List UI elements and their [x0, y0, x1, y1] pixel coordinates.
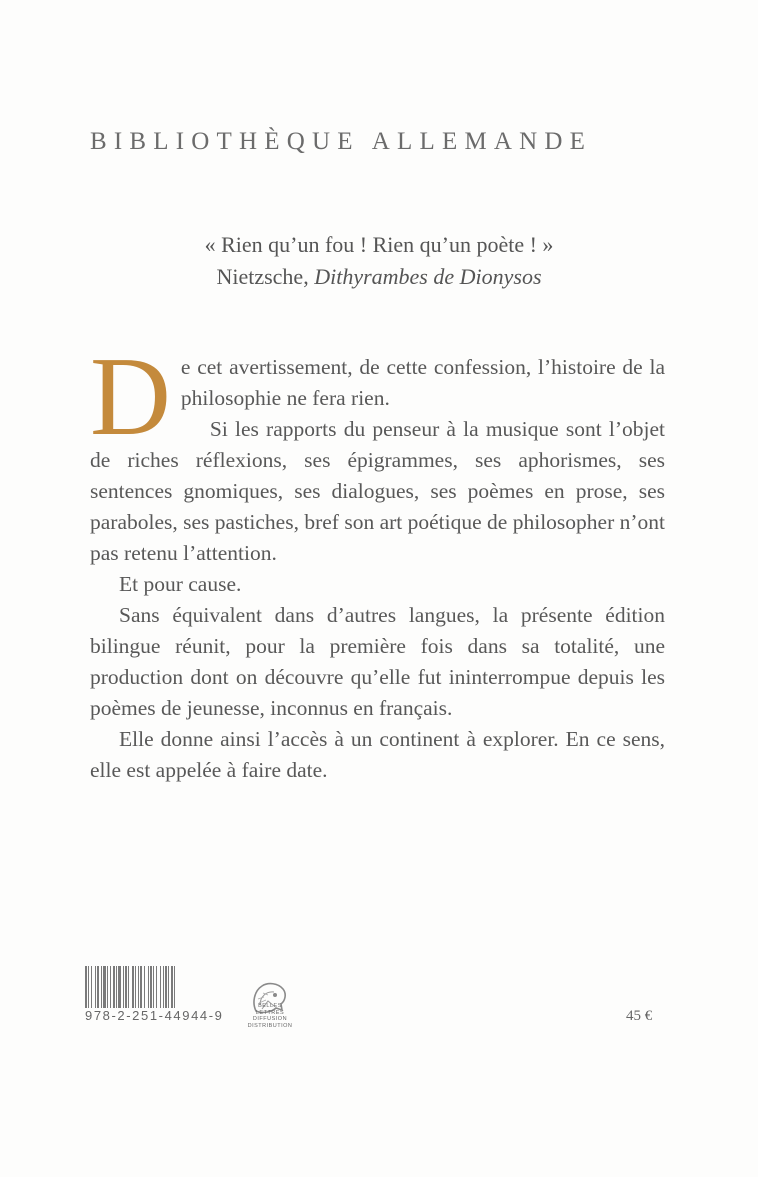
distributor-line: DISTRIBUTION: [247, 1022, 293, 1029]
blurb: [90, 335, 665, 786]
paragraph-1: [90, 335, 665, 459]
epigraph-quote: « Rien qu’un fou ! Rien qu’un poète ! »: [204, 232, 554, 257]
barcode: [85, 966, 178, 1008]
epigraph-author: Nietzsche,: [216, 264, 309, 289]
series-title: BIBLIOTHÈQUE ALLEMANDE: [90, 128, 593, 155]
paragraph-1-text: e cet avertissement, de cette confession, l’histoire de la philosophie ne fera rien.: [180, 355, 665, 410]
barcode-bars: [85, 966, 178, 1008]
epigraph: [0, 229, 758, 293]
paragraph-4: Sans équivalent dans d’autres langues, la présente édition bilingue réunit, pour la première fois dans sa totalité, une production dont on découvre qu’elle fut ininterrompue depuis les poèmes de jeunesse, inconnus en français.: [90, 603, 665, 720]
paragraph-3: Et pour cause.: [119, 572, 242, 596]
distributor-label: [246, 1003, 294, 1029]
distributor-line: BELLES LETTRES: [255, 1003, 285, 1016]
epigraph-work: Dithyrambes de Dionysos: [314, 264, 542, 289]
isbn: 978-2-251-44944-9: [85, 1008, 224, 1023]
price: 45 €: [626, 1008, 653, 1024]
paragraph-5: Elle donne ainsi l’accès à un continent à explorer. En ce sens, elle est appelée à faire date.: [90, 727, 665, 782]
drop-cap: D: [90, 335, 171, 459]
distributor-line: DIFFUSION: [252, 1016, 288, 1022]
epigraph-attribution: [0, 261, 758, 293]
paragraph-2: Si les rapports du penseur à la musique sont l’objet de riches réflexions, ses épigrammes, ses aphorismes, ses sentences gnomiques, ses dialogues, ses poèmes en prose, ses paraboles, ses pastiches, bref son art poétique de philosopher n’ont pas retenu l’attention.: [90, 417, 665, 565]
barcode-stripe: [175, 966, 178, 1008]
